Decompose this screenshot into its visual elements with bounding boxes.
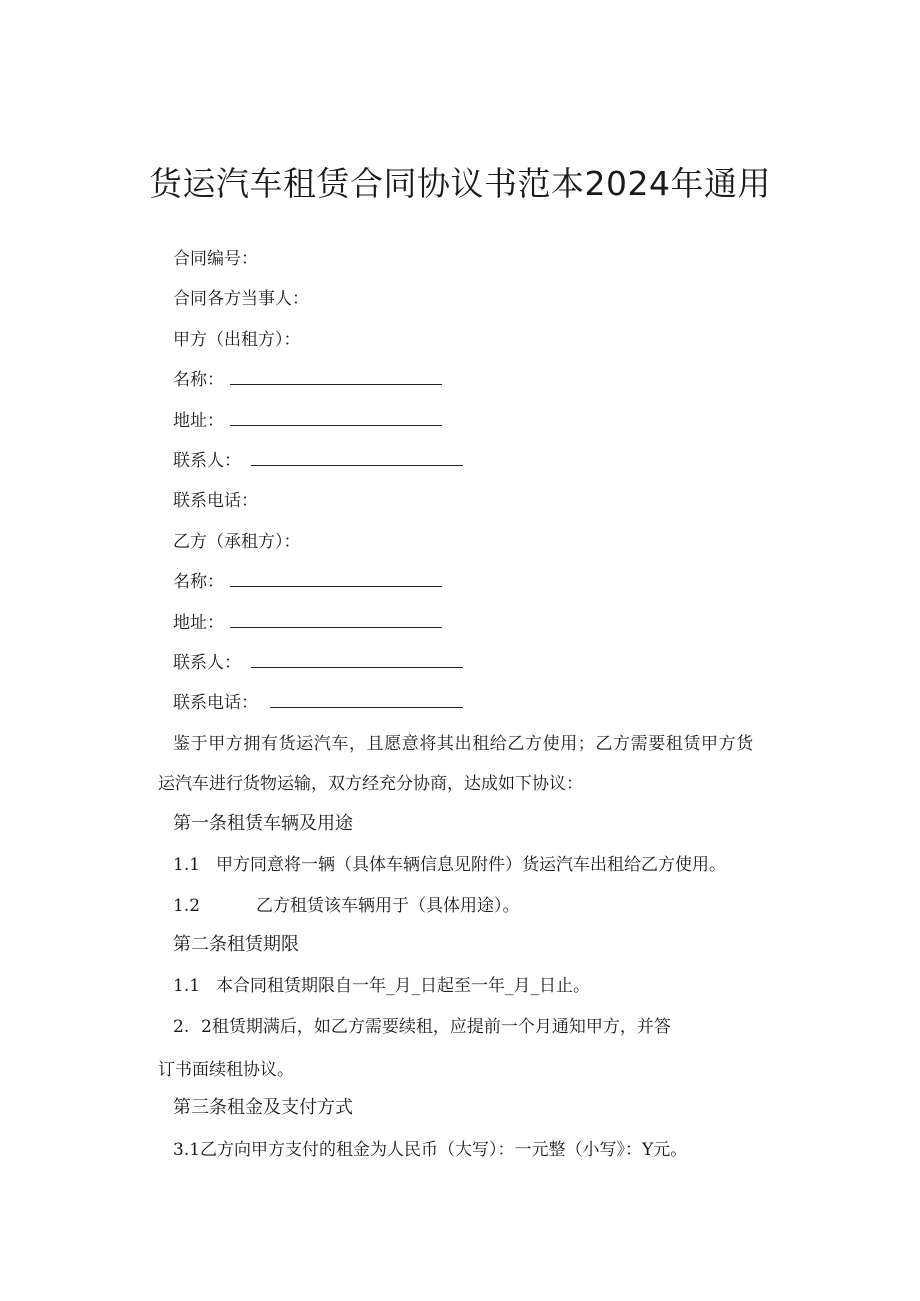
party-a-contact-label: 联系人： (173, 451, 241, 471)
party-a-name-row (173, 368, 442, 392)
party-b-name-blank (230, 570, 442, 587)
party-a-contact-blank (251, 449, 463, 466)
article-2-heading: 第二条租赁期限 (173, 934, 299, 955)
document-title: 货运汽车租赁合同协议书范本2024年通用 (149, 164, 771, 203)
contract-parties-label: 合同各方当事人： (173, 289, 309, 309)
article-2-clause-2-number: 2. (173, 1017, 190, 1037)
party-a-address-blank (230, 409, 442, 426)
party-b-contact-row (173, 651, 463, 675)
party-b-phone-label: 联系电话： (173, 693, 258, 713)
party-b-address-blank (230, 611, 442, 628)
party-b-name-label: 名称： (173, 572, 224, 592)
party-b-phone-blank (270, 691, 463, 708)
party-b-name-row (173, 570, 442, 594)
article-2-clause-2-continuation: 订书面续租协议。 (158, 1060, 294, 1080)
contract-number-label: 合同编号： (173, 249, 258, 269)
party-a-address-row (173, 409, 442, 433)
party-a-name-label: 名称： (173, 370, 224, 390)
article-2-clause-2 (173, 1015, 671, 1039)
preamble-line-2: 运汽车进行货物运输，双方经充分协商，达成如下协议： (158, 774, 583, 794)
party-a-contact-row (173, 449, 463, 473)
article-1-clause-2 (173, 894, 520, 918)
article-1-clause-2-number: 1.2 (173, 896, 201, 916)
party-a-address-label: 地址： (173, 411, 224, 431)
article-1-clause-1-number: 1.1 (173, 855, 201, 875)
preamble-line-1: 鉴于甲方拥有货运汽车，且愿意将其出租给乙方使用；乙方需要租赁甲方货 (173, 734, 754, 754)
party-a-name-blank (230, 368, 442, 385)
party-a-heading: 甲方（出租方）： (173, 330, 301, 350)
party-b-phone-row (173, 691, 463, 715)
party-a-phone-label: 联系电话： (173, 491, 258, 511)
article-1-clause-1-text: 甲方同意将一辆（具体车辆信息见附件）货运汽车出租给乙方使用。 (216, 855, 726, 875)
article-2-clause-1-number: 1.1 (173, 976, 201, 996)
article-3-heading: 第三条租金及支付方式 (173, 1097, 353, 1118)
party-b-heading: 乙方（承租方）： (173, 532, 301, 552)
party-b-address-row (173, 611, 442, 635)
article-1-heading: 第一条租赁车辆及用途 (173, 813, 353, 834)
article-2-clause-1 (173, 974, 590, 998)
article-3-clause-1: 3.1乙方向甲方支付的租金为人民币（大写）：一元整（小写》：Y元。 (173, 1140, 688, 1160)
article-2-clause-2-text: 2租赁期满后，如乙方需要续租，应提前一个月通知甲方，并答 (201, 1017, 671, 1037)
party-b-address-label: 地址： (173, 613, 224, 633)
party-b-contact-blank (251, 651, 463, 668)
article-2-clause-1-text: 本合同租赁期限自一年_月_日起至一年_月_日止。 (216, 976, 590, 996)
article-1-clause-2-text: 乙方租赁该车辆用于（具体用途）。 (256, 896, 520, 916)
article-1-clause-1 (173, 853, 726, 877)
party-b-contact-label: 联系人： (173, 653, 241, 673)
